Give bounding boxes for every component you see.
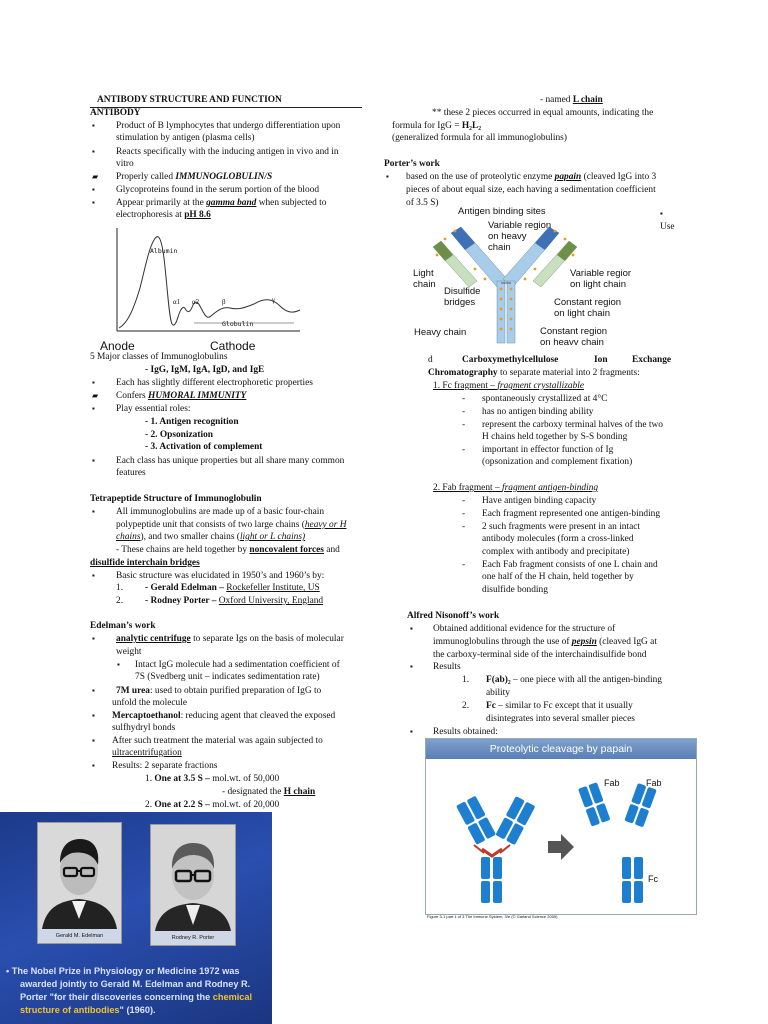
dash-item: - <box>462 420 466 430</box>
bullet-icon: ▰ <box>92 391 99 400</box>
list-item: F(ab)₂ – one piece with all the antigen-binding <box>486 675 662 685</box>
role-item: - 1. Antigen recognition <box>145 417 239 427</box>
dash-item: - <box>462 445 466 455</box>
list-item: disintegrates into several smaller pieces <box>486 714 635 724</box>
bullet-text: Obtained additional evidence for the structure of <box>433 624 616 634</box>
dash-item: - <box>462 394 466 404</box>
bullet-icon: ▪ <box>92 761 95 770</box>
beta-label: β <box>222 298 226 306</box>
diagram-label-disulfide: Disulfide bridges <box>444 286 481 308</box>
dash-item: - <box>462 522 466 532</box>
diagram-label-constant-light: Constant region on light chain <box>554 297 622 319</box>
fab-item: Each Fab fragment consists of one L chain and <box>482 560 658 570</box>
portrait-caption: Rodney R. Porter <box>151 931 235 945</box>
bullet-text: Product of B lymphocytes that undergo differentiation upon <box>116 121 341 131</box>
electrophoresis-graph <box>114 228 302 340</box>
fab-item: complex with antibody and precipitate) <box>482 547 630 557</box>
fab-item: Each fragment represented one antigen-binding <box>482 509 661 519</box>
list-number: 2. <box>116 596 124 606</box>
porter-photo <box>150 824 236 946</box>
bullet-text: Basic structure was elucidated in 1950’s and 1960’s by: <box>116 571 325 581</box>
figure-title-bar: Proteolytic cleavage by papain <box>426 739 696 759</box>
bullet-text: immunoglobulins through the use of pepsin (cleaved IgG at <box>433 637 657 647</box>
fc-item: H chains held together by S-S bonding <box>482 432 628 442</box>
diagram-label-heavy-chain: Heavy chain <box>414 327 467 338</box>
fc-item: important in effector function of Ig <box>482 445 614 455</box>
formula-line: (generalized formula for all immunoglobulins) <box>392 133 567 143</box>
fc-fragment-title: 1. Fc fragment – fragment crystallizable <box>433 381 585 391</box>
portrait-caption: Gerald M. Edelman <box>38 929 121 943</box>
albumin-label: Albumin <box>150 247 178 255</box>
section-heading-edelman: Edelman’s work <box>90 621 156 631</box>
bullet-text: weight <box>116 647 142 657</box>
bullet-text: sulfhydryl bonds <box>112 723 176 733</box>
bullet-text: of 3.5 S) <box>406 198 439 208</box>
bullet-text: electrophoresis at pH 8.6 <box>116 210 211 220</box>
bullet-icon: ▪ <box>92 378 95 387</box>
portrait-image <box>151 825 235 931</box>
section-heading-tetrapeptide: Tetrapeptide Structure of Immunoglobulin <box>90 494 262 504</box>
formula-line: ** these 2 pieces occurred in equal amounts, indicating the <box>432 108 654 118</box>
intact-antibody <box>456 796 535 903</box>
list-number: 2. <box>462 701 470 711</box>
cmc-word: Exchange <box>632 355 672 365</box>
result-item: 2. One at 2.2 S – mol.wt. of 20,000 <box>145 800 280 810</box>
gamma-label: γ <box>272 296 276 304</box>
alpha1-label: α1 <box>173 298 181 306</box>
fc-item: spontaneously crystallized at 4°C <box>482 394 608 404</box>
list-item: - Gerald Edelman – Rockefeller Institute, US <box>145 583 320 593</box>
role-item: - 3. Activation of complement <box>145 442 263 452</box>
bullet-icon: ▪ <box>660 209 663 218</box>
bullet-text: Intact IgG molecule had a sedimentation coefficient of <box>135 660 340 670</box>
bullet-text: features <box>116 468 146 478</box>
anode-label: Anode <box>100 339 135 353</box>
bullet-icon: ▪ <box>92 686 95 695</box>
l-chain-line: - named L chain <box>540 95 603 105</box>
use-label: Use <box>660 222 675 232</box>
section-heading-nisonoff: Alfred Nisonoff’s work <box>407 611 500 621</box>
bullet-text: 7M urea: used to obtain purified preparation of IgG to <box>116 686 322 696</box>
bullet-icon: ▪ <box>410 727 413 736</box>
bullet-text: Glycoproteins found in the serum portion of the blood <box>116 185 320 195</box>
nobel-text: • The Nobel Prize in Physiology or Medicine 1972 was awarded jointly to Gerald M. Edelman and Rodney R. Porter "for their discoveries concerning the chemical structure of antibodies" (1960). <box>6 966 253 1015</box>
bullet-text: vitro <box>116 159 134 169</box>
diagram-label-light-chain: Light chain <box>413 268 436 290</box>
cmc-word: Carboxymethylcellulose <box>462 355 559 365</box>
diagram-label-variable-heavy: Variable region on heavy chain <box>488 220 552 253</box>
dash-item: - <box>462 560 466 570</box>
list-item: Fc – similar to Fc except that it usually <box>486 701 633 711</box>
list-number: 1. <box>462 675 470 685</box>
fab-item: 2 such fragments were present in an intact <box>482 522 641 532</box>
bullet-text: pieces of about equal size, each having a sedimentation coefficient <box>406 185 656 195</box>
bullet-icon: ▪ <box>92 736 95 745</box>
bullet-icon: ▪ <box>410 662 413 671</box>
diagram-label-constant-heavy: Constant region on heavv chain <box>540 326 608 348</box>
bullet-icon: ▪ <box>92 198 95 207</box>
bullet-icon: ▪ <box>92 507 95 516</box>
bullet-icon: ▪ <box>92 147 95 156</box>
bullet-text: Appear primarily at the gamma band when subjected to <box>116 198 327 208</box>
bullet-icon: ▪ <box>92 185 95 194</box>
bullet-text: Results <box>433 662 461 672</box>
list-item: - Rodney Porter – Oxford University, England <box>145 596 324 606</box>
fc-item: has no antigen binding ability <box>482 407 594 417</box>
fc-label: Fc <box>648 874 658 884</box>
globulin-label: Globulin <box>222 320 254 328</box>
bullet-icon: • <box>6 966 12 976</box>
bullet-text: based on the use of proteolytic enzyme papain (cleaved IgG into 3 <box>406 172 657 182</box>
portrait-image <box>38 823 121 929</box>
section-heading-antibody: ANTIBODY <box>90 108 141 118</box>
bullet-text: Play essential roles: <box>116 404 191 414</box>
dash-item: - <box>462 509 466 519</box>
bullet-icon: ▪ <box>92 711 95 720</box>
bullet-text: unfold the molecule <box>112 698 187 708</box>
section-heading-porter: Porter’s work <box>384 159 440 169</box>
fab-label: Fab <box>646 778 662 788</box>
fab-fragment-title: 2. Fab fragment – fragment antigen-binding <box>433 483 599 493</box>
bullet-icon: ▪ <box>92 121 95 130</box>
papain-cleavage-figure <box>425 738 697 915</box>
bullet-text: chains), and two smaller chains (light or L chains) <box>116 532 306 542</box>
bullet-text: 7S (Svedberg unit – indicates sedimentation rate) <box>135 672 320 682</box>
bullet-text: the carboxy-terminal side of the interchaindisulfide bond <box>433 650 647 660</box>
formula-line: formula for IgG = H₂L₂ <box>392 121 482 131</box>
bullet-text: Confers HUMORAL IMMUNITY <box>116 391 247 401</box>
bullet-icon: ▪ <box>92 634 95 643</box>
fab-item: antibody molecules (form a cross-linked <box>482 534 634 544</box>
classes-title: 5 Major classes of Immunoglobulins <box>90 352 228 362</box>
bullet-text: Properly called IMMUNOGLOBULIN/S <box>116 172 273 182</box>
list-number: 1. <box>116 583 124 593</box>
bullet-text: After such treatment the material was again subjected to <box>112 736 323 746</box>
bullet-text: - These chains are held together by noncovalent forces and <box>116 545 340 555</box>
diagram-label-variable-light: Variable regior on light chain <box>570 268 632 290</box>
bullet-icon: ▪ <box>92 404 95 413</box>
bullet-text: ultracentrifugation <box>112 748 182 758</box>
diagram-label-antigen-sites: Antigen binding sites <box>458 206 546 217</box>
bullet-icon: ▪ <box>386 172 389 181</box>
bullet-icon: ▪ <box>92 571 95 580</box>
result-item: - designated the H chain <box>222 787 316 797</box>
cmc-line: Chromatography to separate material into 2 fragments: <box>428 368 640 378</box>
bullet-text: polypeptide unit that consists of two large chains (heavy or H <box>116 520 347 530</box>
cathode-label: Cathode <box>210 339 256 353</box>
fab-item: disulfide bonding <box>482 585 548 595</box>
role-item: - 2. Opsonization <box>145 430 213 440</box>
classes-list: - IgG, IgM, IgA, IgD, and IgE <box>145 365 265 375</box>
fab-item: Have antigen binding capacity <box>482 496 597 506</box>
bullet-icon: ▰ <box>92 172 99 181</box>
result-item: 1. One at 3.5 S – mol.wt. of 50,000 <box>145 774 280 784</box>
dash-item: - <box>462 407 466 417</box>
fc-item: (opsonization and complement fixation) <box>482 457 633 467</box>
dash-item: - <box>462 496 466 506</box>
bullet-icon: ▪ <box>92 456 95 465</box>
bullet-icon: ▪ <box>117 660 120 669</box>
cmc-d: d <box>428 355 433 365</box>
cmc-word: Ion <box>594 355 608 365</box>
list-item: ability <box>486 688 510 698</box>
fab-item: one half of the H chain, held together by <box>482 572 634 582</box>
bullet-text: Reacts specifically with the inducing antigen in vivo and in <box>116 147 339 157</box>
edelman-photo <box>37 822 122 944</box>
bullet-text: Each class has unique properties but all share many common <box>116 456 345 466</box>
fc-item: represent the carboxy terminal halves of the two <box>482 420 663 430</box>
page-title: ANTIBODY STRUCTURE AND FUNCTION <box>97 95 282 105</box>
figure-caption: Figure 3-1 part 1 of 3 The Immune System, 3/e (© Garland Science 2009) <box>427 914 558 919</box>
bullet-text: disulfide interchain bridges <box>90 558 200 568</box>
bullet-text: Results obtained: <box>433 727 498 737</box>
bullet-text: analytic centrifuge to separate Igs on the basis of molecular <box>116 634 344 644</box>
bullet-text: Each has slightly different electrophoretic properties <box>116 378 313 388</box>
bullet-text: Mercaptoethanol: reducing agent that cleaved the exposed <box>112 711 336 721</box>
bullet-text: All immunoglobulins are made up of a basic four-chain <box>116 507 325 517</box>
fab-label: Fab <box>604 778 620 788</box>
alpha2-label: α2 <box>192 298 200 306</box>
bullet-text: Results: 2 separate fractions <box>112 761 218 771</box>
bullet-icon: ▪ <box>410 624 413 633</box>
nobel-panel <box>0 812 272 1024</box>
bullet-text: stimulation by antigen (plasma cells) <box>116 133 255 143</box>
